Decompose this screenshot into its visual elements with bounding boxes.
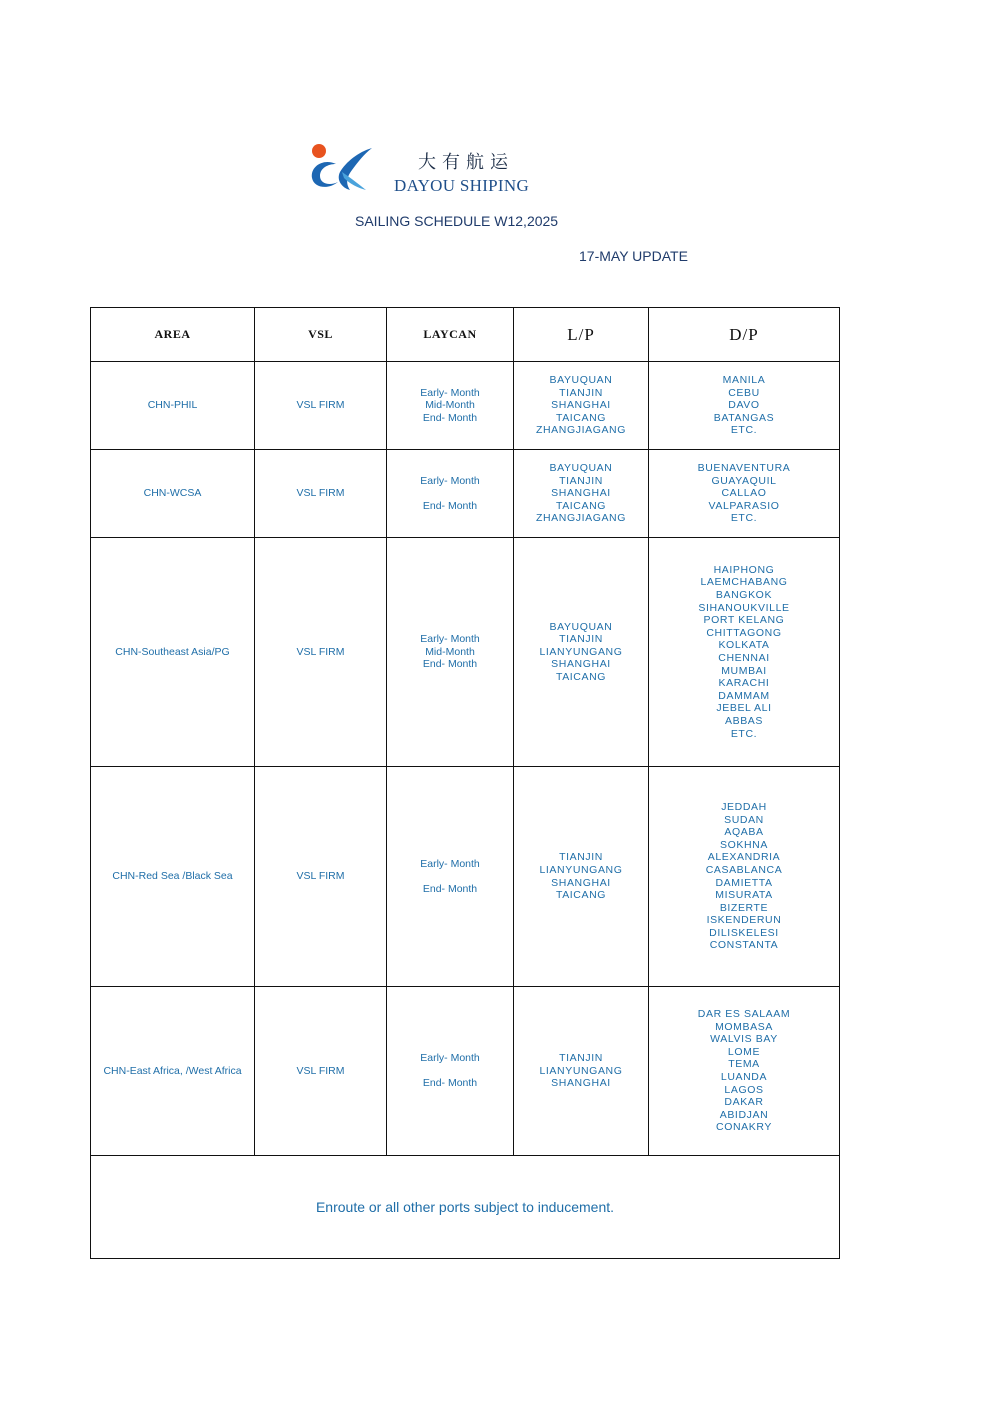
- vsl-cell: VSL FIRM: [255, 450, 387, 538]
- cell-line: SHANGHAI: [551, 658, 611, 671]
- cell-line: SOKHNA: [720, 838, 768, 851]
- cell-line: ETC.: [730, 512, 758, 525]
- cell-line: LIANYUNGANG: [539, 645, 623, 658]
- area-cell: CHN-Southeast Asia/PG: [91, 538, 255, 767]
- column-header-area: AREA: [91, 308, 255, 362]
- cell-line: [387, 487, 513, 500]
- cell-line: TIANJIN: [559, 474, 603, 487]
- dayou-logo-mark-icon: [306, 142, 378, 194]
- company-logo: [306, 142, 546, 198]
- cell-line: ALEXANDRIA: [707, 851, 781, 864]
- cell-line: Early- Month: [420, 474, 480, 487]
- loading-ports-cell: [514, 362, 649, 450]
- cell-line: End- Month: [422, 658, 478, 671]
- cell-line: GUAYAQUIL: [711, 474, 777, 487]
- laycan-cell: [387, 450, 514, 538]
- cell-line: AQABA: [724, 826, 764, 839]
- cell-line: WALVIS BAY: [710, 1033, 778, 1046]
- cell-line: BIZERTE: [719, 901, 769, 914]
- cell-line: TEMA: [728, 1058, 760, 1071]
- area-cell: CHN-East Africa, /West Africa: [91, 987, 255, 1156]
- cell-line: ABBAS: [724, 714, 764, 727]
- cell-line: CASABLANCA: [705, 863, 783, 876]
- cell-line: HAIPHONG: [713, 563, 775, 576]
- cell-line: DAVO: [728, 399, 760, 412]
- table-row: [91, 450, 840, 538]
- discharge-ports-cell: [649, 450, 840, 538]
- cell-line: SHANGHAI: [551, 399, 611, 412]
- cell-line: ETC.: [730, 727, 758, 740]
- cell-line: DILISKELESI: [709, 926, 779, 939]
- cell-line: BAYUQUAN: [549, 374, 613, 387]
- cell-line: Early- Month: [420, 857, 480, 870]
- cell-line: TIANJIN: [559, 386, 603, 399]
- cell-line: ISKENDERUN: [706, 914, 782, 927]
- cell-line: SHANGHAI: [551, 487, 611, 500]
- cell-line: DAKAR: [724, 1096, 764, 1109]
- cell-line: ZHANGJIAGANG: [535, 512, 627, 525]
- loading-ports-cell: [514, 767, 649, 987]
- cell-line: Early- Month: [420, 633, 480, 646]
- discharge-ports-cell: [649, 362, 840, 450]
- cell-line: SHANGHAI: [551, 1077, 611, 1090]
- logo-c-swoosh: [312, 162, 338, 187]
- loading-ports-cell: [514, 450, 649, 538]
- cell-line: ZHANGJIAGANG: [535, 424, 627, 437]
- cell-line: VALPARASIO: [708, 499, 780, 512]
- sailing-schedule-table: [90, 307, 840, 1259]
- cell-line: BAYUQUAN: [549, 462, 613, 475]
- table-row: [91, 987, 840, 1156]
- update-date: 17-MAY UPDATE: [579, 248, 688, 264]
- cell-line: Mid-Month: [425, 645, 475, 658]
- cell-line: TAICANG: [555, 499, 607, 512]
- cell-line: SIHANOUKVILLE: [698, 601, 790, 614]
- cell-line: CHENNAI: [718, 652, 770, 664]
- cell-line: BATANGAS: [713, 411, 775, 424]
- cell-line: TIANJIN: [559, 851, 603, 864]
- column-header-laycan: LAYCAN: [387, 308, 514, 362]
- cell-line: JEDDAH: [721, 800, 767, 813]
- vsl-cell: VSL FIRM: [255, 987, 387, 1156]
- vsl-cell: VSL FIRM: [255, 362, 387, 450]
- cell-line: LAEMCHABANG: [700, 576, 788, 589]
- cell-line: BUENAVENTURA: [697, 462, 791, 475]
- cell-line: KOLKATA: [718, 639, 770, 652]
- cell-line: LIANYUNGANG: [539, 1064, 623, 1077]
- vsl-cell: VSL FIRM: [255, 767, 387, 987]
- laycan-cell: [387, 767, 514, 987]
- cell-line: TIANJIN: [559, 633, 603, 646]
- cell-line: DAR ES SALAAM: [697, 1008, 791, 1021]
- discharge-ports-cell: [649, 987, 840, 1156]
- column-header-lp: L/P: [514, 308, 649, 362]
- cell-line: End- Month: [422, 499, 478, 512]
- cell-line: CEBU: [728, 386, 760, 399]
- table-row: [91, 362, 840, 450]
- cell-line: TAICANG: [555, 670, 607, 683]
- cell-line: TAICANG: [555, 889, 607, 902]
- cell-line: CHITTAGONG: [706, 626, 782, 639]
- cell-line: LUANDA: [720, 1071, 768, 1083]
- logo-english-name: DAYOU SHIPING: [394, 176, 530, 195]
- cell-line: End- Month: [422, 882, 478, 895]
- cell-line: Early- Month: [420, 1052, 480, 1065]
- loading-ports-cell: [514, 538, 649, 767]
- vsl-cell: VSL FIRM: [255, 538, 387, 767]
- cell-line: CONAKRY: [716, 1121, 772, 1134]
- discharge-ports-cell: [649, 767, 840, 987]
- cell-line: LIANYUNGANG: [539, 863, 623, 876]
- cell-line: TIANJIN: [559, 1052, 603, 1065]
- loading-ports-cell: [514, 987, 649, 1156]
- cell-line: CONSTANTA: [709, 939, 779, 952]
- discharge-ports-cell: [649, 538, 840, 767]
- cell-line: KARACHI: [718, 677, 770, 690]
- cell-line: DAMMAM: [718, 689, 770, 702]
- cell-line: ABIDJAN: [719, 1108, 769, 1121]
- cell-line: LOME: [727, 1045, 761, 1058]
- cell-line: End- Month: [422, 1077, 478, 1090]
- area-cell: CHN-PHIL: [91, 362, 255, 450]
- cell-line: CALLAO: [721, 487, 767, 500]
- cell-line: JEBEL ALI: [716, 702, 772, 715]
- cell-line: LAGOS: [724, 1083, 764, 1096]
- cell-line: TAICANG: [555, 411, 607, 424]
- cell-line: MOMBASA: [715, 1020, 773, 1033]
- area-cell: CHN-WCSA: [91, 450, 255, 538]
- cell-line: MUMBAI: [721, 664, 767, 677]
- table-row: [91, 767, 840, 987]
- cell-line: Early- Month: [420, 386, 480, 399]
- cell-line: [387, 1065, 513, 1078]
- logo-sun-dot: [312, 144, 326, 158]
- laycan-cell: [387, 987, 514, 1156]
- cell-line: PORT KELANG: [703, 614, 785, 627]
- cell-line: SHANGHAI: [551, 876, 611, 889]
- area-cell: CHN-Red Sea /Black Sea: [91, 767, 255, 987]
- cell-line: ETC.: [730, 424, 758, 437]
- laycan-cell: [387, 362, 514, 450]
- table-row: [91, 538, 840, 767]
- cell-line: MISURATA: [715, 889, 773, 902]
- cell-line: DAMIETTA: [715, 876, 773, 889]
- logo-chinese-name: 大有航运: [418, 152, 514, 173]
- cell-line: End- Month: [422, 411, 478, 424]
- footer-note: Enroute or all other ports subject to inducement.: [91, 1156, 840, 1259]
- cell-line: MANILA: [722, 374, 766, 387]
- cell-line: BAYUQUAN: [549, 620, 613, 633]
- table-footer-row: [91, 1156, 840, 1259]
- cell-line: [387, 870, 513, 883]
- column-header-dp: D/P: [649, 308, 840, 362]
- table-header-row: [91, 308, 840, 362]
- schedule-title: SAILING SCHEDULE W12,2025: [355, 213, 559, 229]
- cell-line: Mid-Month: [425, 399, 475, 412]
- column-header-vsl: VSL: [255, 308, 387, 362]
- cell-line: BANGKOK: [715, 589, 773, 602]
- cell-line: SUDAN: [724, 813, 764, 826]
- laycan-cell: [387, 538, 514, 767]
